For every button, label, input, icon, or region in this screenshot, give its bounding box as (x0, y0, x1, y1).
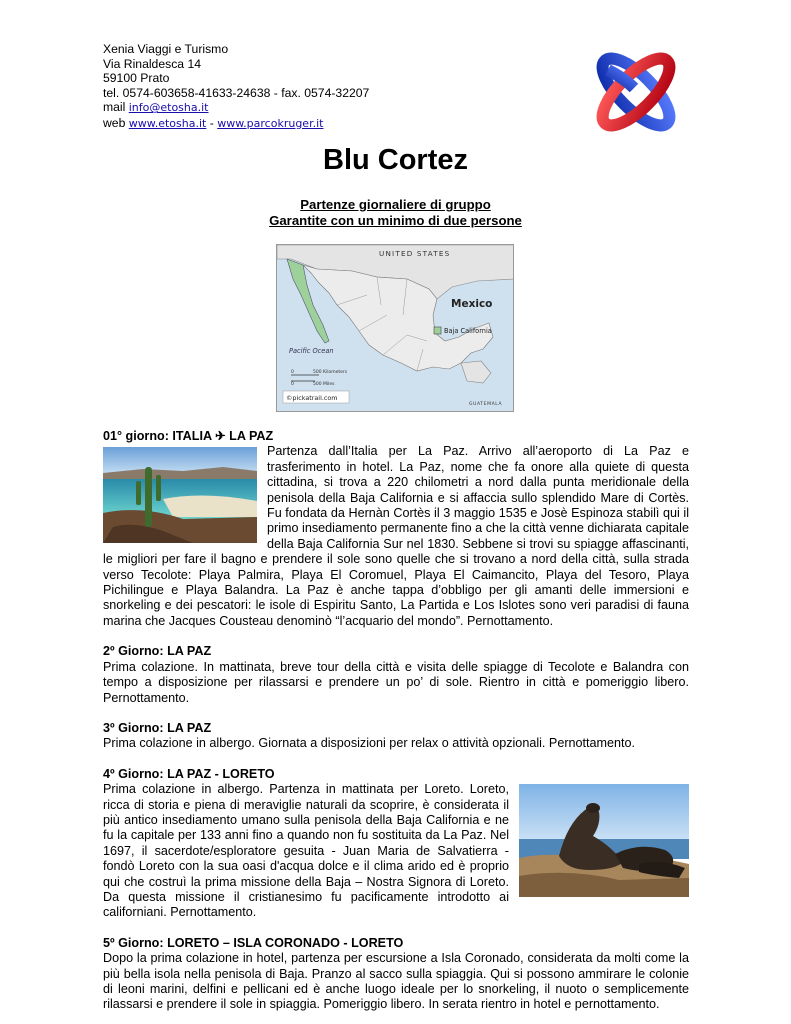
web-link-parcokruger[interactable]: www.parcokruger.it (217, 116, 324, 130)
day-1 (103, 429, 689, 629)
day-2-text: Prima colazione. In mattinata, breve tour della città e visita delle spiagge di Tecolote e Balandra con tempo a disposizione per rilassarsi e prendere un po’ di sole. Rientro in città e pomeriggio libero. Pernottamento. (103, 659, 689, 705)
day-3-title: 3º Giorno: LA PAZ (103, 720, 212, 735)
map-scale-km: 500 Kilometers (313, 370, 348, 375)
map-scale-zero-mi: 0 (291, 382, 294, 387)
map-label-guatemala: GUATEMALA (469, 402, 503, 407)
mail-label: mail (103, 100, 129, 115)
day-2-title: 2º Giorno: LA PAZ (103, 644, 212, 659)
day-2 (103, 644, 689, 706)
day-3-text: Prima colazione in albergo. Giornata a disposizioni per relax o attività opzionali. Pernottamento. (103, 736, 636, 751)
mail-link[interactable]: info@etosha.it (128, 101, 209, 115)
web-label: web (103, 115, 129, 130)
web-separator: - (206, 115, 218, 130)
subtitle-line-1: Partenze giornaliere di gruppo (300, 197, 491, 212)
day-5-text: Dopo la prima colazione in hotel, partenza per escursione a Isla Coronado, considerata da molti come la più bella isola nella penisola di Baja. Pranzo al sacco sulla spiaggia. Qui si possono ammirare le colonie di leoni marini, delfini e pellicani ed è anche luogo ideale per lo snorkeling, il nuoto o semplicemente rilassarsi e prendere il sole in spiaggia. Pomeriggio libero. In serata rientro in hotel e pernottamento. (103, 951, 689, 1012)
map-label-ocean: Pacific Ocean (289, 347, 334, 355)
city-address: 59100 Prato (103, 71, 170, 86)
mail-line (103, 100, 369, 116)
mexico-map (276, 244, 514, 412)
agency-logo (588, 48, 684, 136)
itinerary (103, 429, 689, 1024)
subtitle (0, 197, 791, 229)
street-address: Via Rinaldesca 14 (103, 56, 202, 71)
day-4-text: Prima colazione in albergo. Partenza in mattinata per Loreto. Loreto, ricca di storia e piena di meraviglie naturali da scoprire, è considerata il più antico insediamento umano sulla penisola della Baja California e ne fu la capitale per 133 anni fino a quando non fu sostituita da La Paz. Nel 1697, il sacerdote/esploratore gesuita - Juan Maria de Salvatierra - fondò Loreto con la sua oasi d'acqua dolce e il clima arido ed è proprio qui che costruì la prima missione della Baja – Nostra Signora di Loreto. Da questa missione il cristianesimo fu pacificamente introdotto ai californiani. Pernottamento. (103, 782, 509, 920)
page-title: Blu Cortez (323, 144, 468, 176)
day-3 (103, 721, 689, 752)
map-label-mexico: Mexico (451, 298, 493, 310)
day-5-title: 5º Giorno: LORETO – ISLA CORONADO - LORETO (103, 935, 404, 950)
web-link-etosha[interactable]: www.etosha.it (128, 116, 207, 130)
day-1-title: 01° giorno: ITALIA ✈ LA PAZ (103, 429, 274, 443)
company-name: Xenia Viaggi e Turismo (103, 42, 229, 56)
day-1-text: Partenza dall’Italia per La Paz. Arrivo all’aeroporto di La Paz e trasferimento in hotel. La Paz, nome che fa onore alla quiete di questa cittadina, si trova a 220 chilometri a nord dalla punta meridionale della penisola della Baja California e si affaccia sullo splendido Mare di Cortès. Fu fondata da Hernàn Cortès il 3 maggio 1535 e Josè Espinoza stabilì qui il primo insediamento permanente fino a che la città venne dichiarata capitale della Baja California Sur nel 1830. Sebbene si trovi su spiagge affascinanti, le migliori per fare il bagno e prendere il sole sono quelle che si trovano a nord della città, sulla strada verso Tecolote: Playa Palmira, Playa El Coromuel, Playa El Caimancito, Playa del Tesoro, Playa Pichilingue e Playa Balandra. La Paz è anche tappa d’obbligo per gli amanti delle immersioni e snorkeling e dei pescatori: le isole di Espiritu Santo, La Partida e Los Islotes sono veri paradisi di fauna marina che Jacques Cousteau denominò “l’acquario del mondo”. Pernottamento. (103, 444, 689, 628)
map-scale-mi: 500 Miles (313, 382, 335, 387)
phone-fax: tel. 0574-603658-41633-24638 - fax. 0574-32207 (103, 85, 370, 100)
day-4 (103, 767, 689, 921)
la-paz-beach-photo (103, 447, 257, 543)
agency-header (103, 42, 369, 132)
day-4-title: 4º Giorno: LA PAZ - LORETO (103, 766, 275, 781)
day-5 (103, 936, 689, 1013)
subtitle-line-2: Garantite con un minimo di due persone (269, 213, 522, 228)
map-credit: ©pickatrail.com (286, 394, 338, 402)
sea-lions-photo (519, 784, 689, 897)
map-label-united-states: UNITED STATES (379, 249, 451, 258)
map-scale-zero-km: 0 (291, 370, 294, 375)
map-legend-baja: Baja California (444, 327, 492, 335)
map-graphic (277, 245, 514, 412)
web-line (103, 116, 369, 132)
